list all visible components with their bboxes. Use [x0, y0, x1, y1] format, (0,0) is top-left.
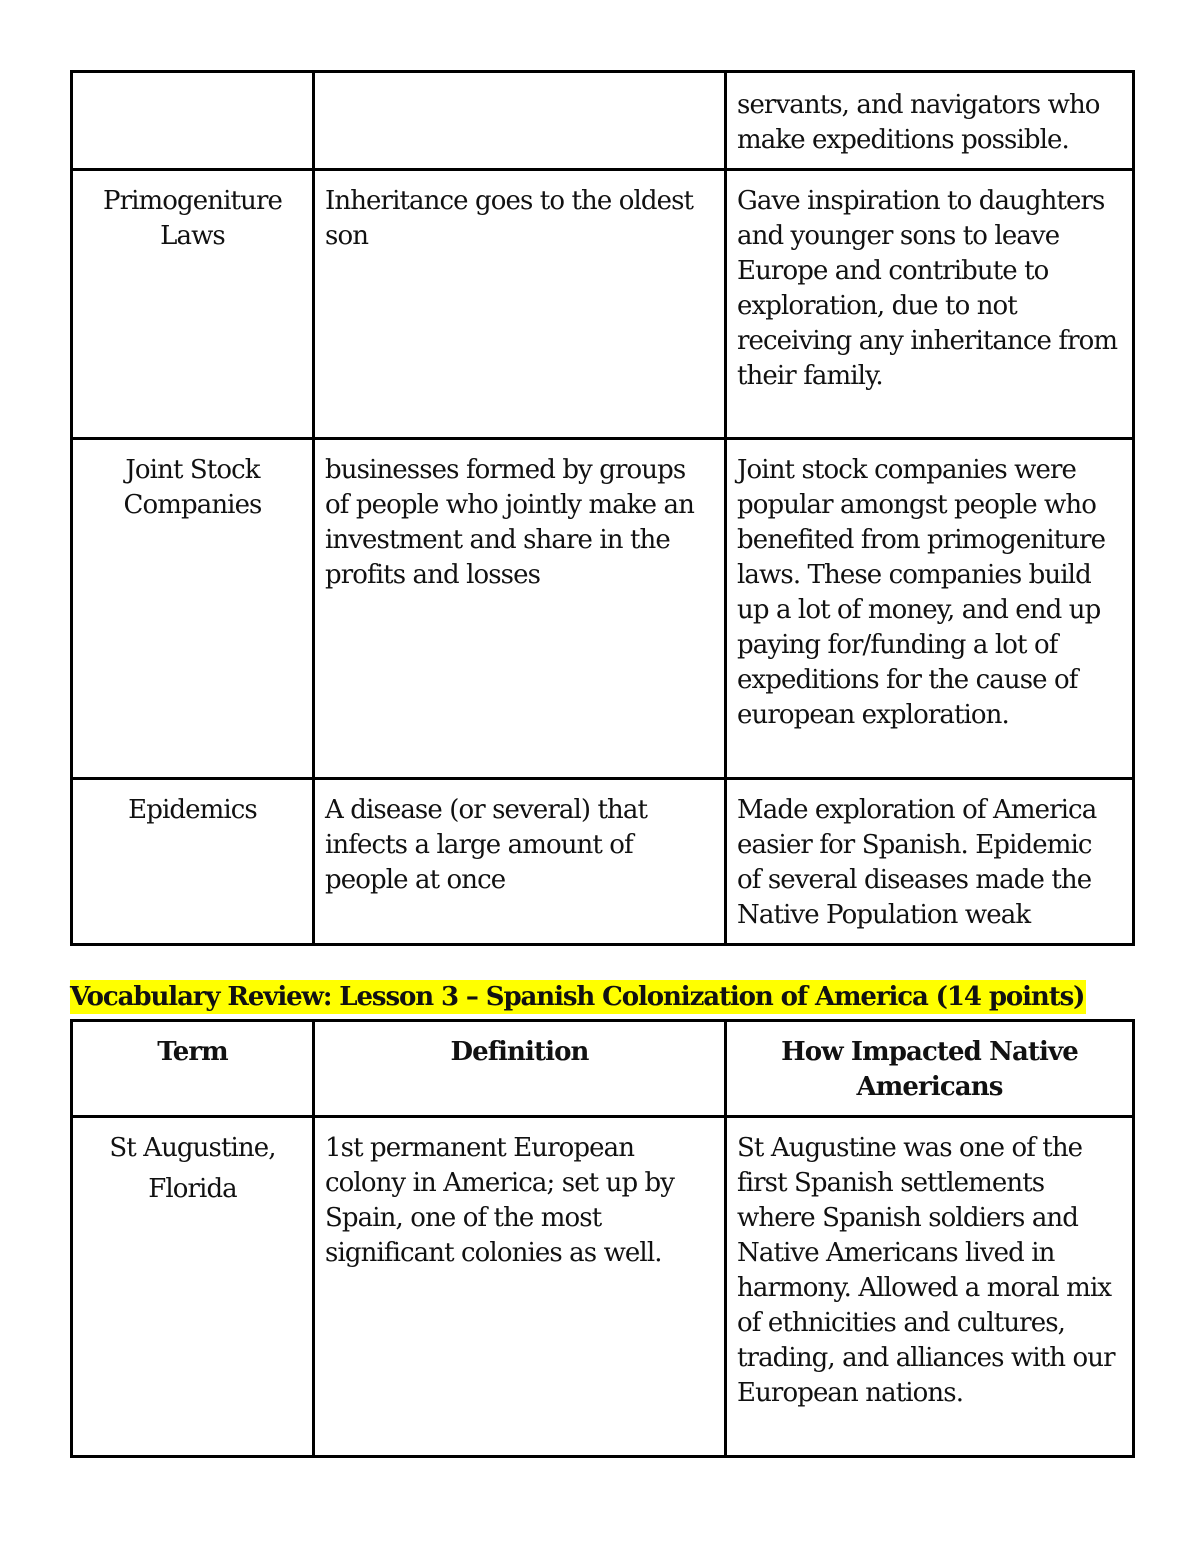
definition-cell: 1st permanent European colony in America; set up by Spain, one of the most significant colonies as well. — [314, 1117, 726, 1457]
term-cell: Epidemics — [72, 779, 314, 945]
definition-cell: Inheritance goes to the oldest son — [314, 170, 726, 439]
definition-cell — [314, 72, 726, 170]
column-header-impact: How Impacted Native Americans — [726, 1021, 1134, 1117]
definition-cell: businesses formed by groups of people who jointly make an investment and share in the profits and losses — [314, 439, 726, 779]
term-cell: Joint Stock Companies — [72, 439, 314, 779]
section-heading: Vocabulary Review: Lesson 3 – Spanish Colonization of America (14 points) — [70, 982, 1085, 1012]
definition-cell: A disease (or several) that infects a large amount of people at once — [314, 779, 726, 945]
table-row — [72, 439, 1134, 779]
impact-cell: servants, and navigators who make expeditions possible. — [726, 72, 1134, 170]
column-header-definition: Definition — [314, 1021, 726, 1117]
impact-cell: Gave inspiration to daughters and younger sons to leave Europe and contribute to exploration, due to not receiving any inheritance from their family. — [726, 170, 1134, 439]
term-cell — [72, 72, 314, 170]
table-row — [72, 779, 1134, 945]
column-header-term: Term — [72, 1021, 314, 1117]
vocabulary-table-lesson-3 — [70, 1019, 1135, 1458]
term-cell: Primogeniture Laws — [72, 170, 314, 439]
vocabulary-table-continued — [70, 70, 1135, 946]
impact-cell: St Augustine was one of the first Spanish settlements where Spanish soldiers and Native Americans lived in harmony. Allowed a moral mix of ethnicities and cultures, trading, and alliances with our European nations. — [726, 1117, 1134, 1457]
impact-cell: Joint stock companies were popular amongst people who benefited from primogeniture laws. These companies build up a lot of money, and end up paying for/funding a lot of expeditions for the cause of european exploration. — [726, 439, 1134, 779]
impact-cell: Made exploration of America easier for Spanish. Epidemic of several diseases made the Native Population weak — [726, 779, 1134, 945]
table-row — [72, 72, 1134, 170]
table-row — [72, 1117, 1134, 1457]
term-cell: St Augustine, Florida — [72, 1117, 314, 1457]
table-row — [72, 170, 1134, 439]
table-header-row — [72, 1021, 1134, 1117]
